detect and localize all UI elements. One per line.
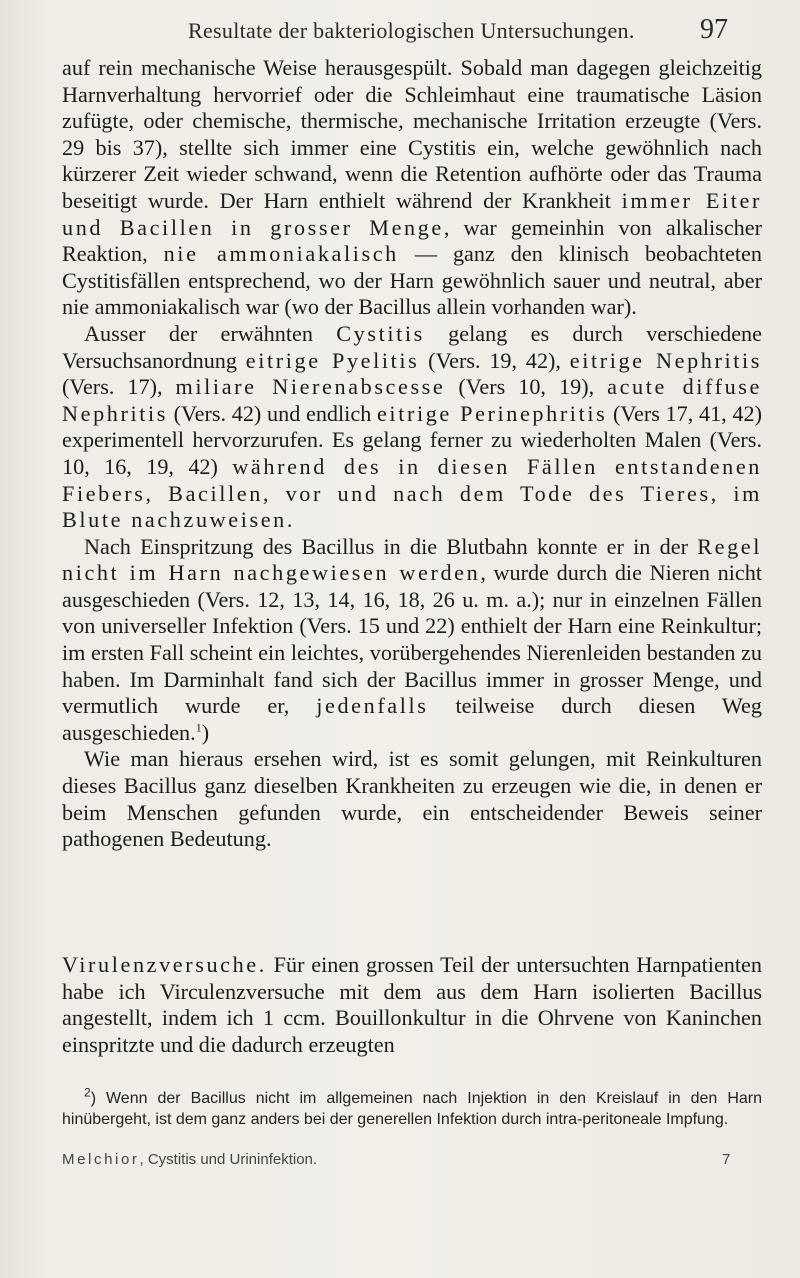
section-text: Für einen grossen Teil der untersuchten Harnpatienten habe ich Virculenzversuche mit dem aus dem Harn isolierten Bacillus angestellt, indem ich 1 ccm. Bouillonkultur in die Ohrvene von Kaninchen einspritzte und die dadurch erzeugten <box>62 952 762 1057</box>
footnote-marker: 2 <box>84 1085 91 1100</box>
p2-emphasis-b: Cystitis <box>336 320 425 346</box>
p2-text-a: Ausser der erwähnten <box>84 320 337 346</box>
p2-emphasis-l: eitrige Perinephritis <box>376 400 608 426</box>
p2-text-k: (Vers. 42) und endlich <box>167 400 377 426</box>
section-heading: Virulenzversuche. <box>62 952 267 977</box>
footer-citation <box>62 1151 317 1168</box>
running-title: Resultate der bakteriologischen Untersuchungen. <box>188 18 635 43</box>
p1-text-a: auf rein mechanische Weise herausgespült. Sobald man dagegen gleichzeitig Harnverhaltung hervorrief oder die Schleimhaut eine traumatische Läsion zufügte, oder chemische, thermische, mechanische Irritation erzeugte (Vers. 29 bis 37), stellte sich immer eine Cystitis ein, welche gewöhnlich nach kürzerer Zeit wieder schwand, wenn die Retention aufhörte oder das Trauma beseitigt wurde. Der Harn enthielt während der Krankheit <box>62 55 762 213</box>
p2-text-e: (Vers. 19, 42), <box>419 347 570 373</box>
p1-text-e: — ganz den klinisch beobachteten Cystitisfällen entsprechend, wo der Harn gewöhnlich sauer und neutral, aber nie ammoniakalisch war (wo der Bacillus allein vorhanden war). <box>62 241 762 320</box>
section-virulence <box>62 952 762 1058</box>
p2-emphasis-n: während des in diesen Fällen entstandenen Fiebers, Bacillen, vor und nach dem Tode des Tieres, im Blute nachzuweisen. <box>62 453 762 533</box>
p3-emphasis-d: jedenfalls <box>316 693 429 719</box>
p3-text-c: , wurde durch die Nieren nicht ausgeschieden (Vers. 12, 13, 14, 16, 18, 26 u. m. a.); nur in einzelnen Fällen von universeller Infektion (Vers. 15 und 22) enthielt der Harn eine Reinkultur; im ersten Fall scheint ein leichtes, vorübergehendes Nierenleiden bestanden zu haben. Im Darminhalt fand sich der Bacillus immer in grosser Menge, und vermutlich wurde er, <box>62 560 762 719</box>
p1-emphasis-b: immer Eiter und Bacillen in grosser Menge <box>62 187 762 240</box>
paragraph-2 <box>62 321 762 534</box>
p2-emphasis-d: eitrige Pyelitis <box>245 347 420 373</box>
paragraph-4: Wie man hieraus ersehen wird, ist es somit gelungen, mit Reinkulturen dieses Bacillus ganz dieselben Krankheiten zu erzeugen wie die, in denen er beim Menschen gefunden wurde, ein entscheidender Beweis seiner pathogenen Bedeutung. <box>62 746 762 852</box>
p1-text-c: , war gemeinhin von alkalischer Reaktion, <box>62 214 762 267</box>
p2-text-i: (Vers 10, 19), <box>445 374 608 400</box>
paragraph-3 <box>62 534 762 747</box>
footer-author: Melchior <box>62 1151 140 1168</box>
p2-emphasis-h: miliare Nierenabscesse <box>175 374 446 400</box>
footnote <box>62 1085 762 1130</box>
p3-emphasis-b: Regel nicht im Harn nachgewiesen werden <box>62 533 762 586</box>
paragraph-1 <box>62 55 762 321</box>
p2-emphasis-j: acute diffuse Nephritis <box>62 374 762 426</box>
signature-mark: 7 <box>722 1151 731 1168</box>
running-header <box>0 14 800 58</box>
p2-emphasis-f: eitrige Nephritis <box>569 347 762 373</box>
p1-emphasis-d: nie ammoniakalisch <box>163 241 399 267</box>
footnote-ref: 1 <box>195 720 202 735</box>
p2-text-m: (Vers 17, 41, 42) experimentell hervorzurufen. Es gelang ferner zu wiederholten Malen (Vers. 10, 16, 19, 42) <box>62 400 762 479</box>
p3-text-a: Nach Einspritzung des Bacillus in die Blutbahn konnte er in der <box>84 533 698 559</box>
footnote-body: ) Wenn der Bacillus nicht im allgemeinen nach Injektion in den Kreislauf in den Harn hinübergeht, ist dem ganz anders bei der generellen Infektion durch intra-peritoneale Impfung. <box>62 1090 762 1128</box>
footer-title: , Cystitis und Urininfektion. <box>139 1151 318 1168</box>
p2-text-c: gelang es durch verschiedene Versuchsanordnung <box>62 320 762 373</box>
footnote-text <box>62 1085 762 1130</box>
p3-text-e: teilweise durch diesen Weg ausgeschieden. <box>62 693 763 745</box>
p3-text-f: ) <box>201 719 210 745</box>
p2-text-g: (Vers. 17), <box>62 374 176 400</box>
page-number: 97 <box>700 14 728 45</box>
body-text <box>62 55 762 853</box>
